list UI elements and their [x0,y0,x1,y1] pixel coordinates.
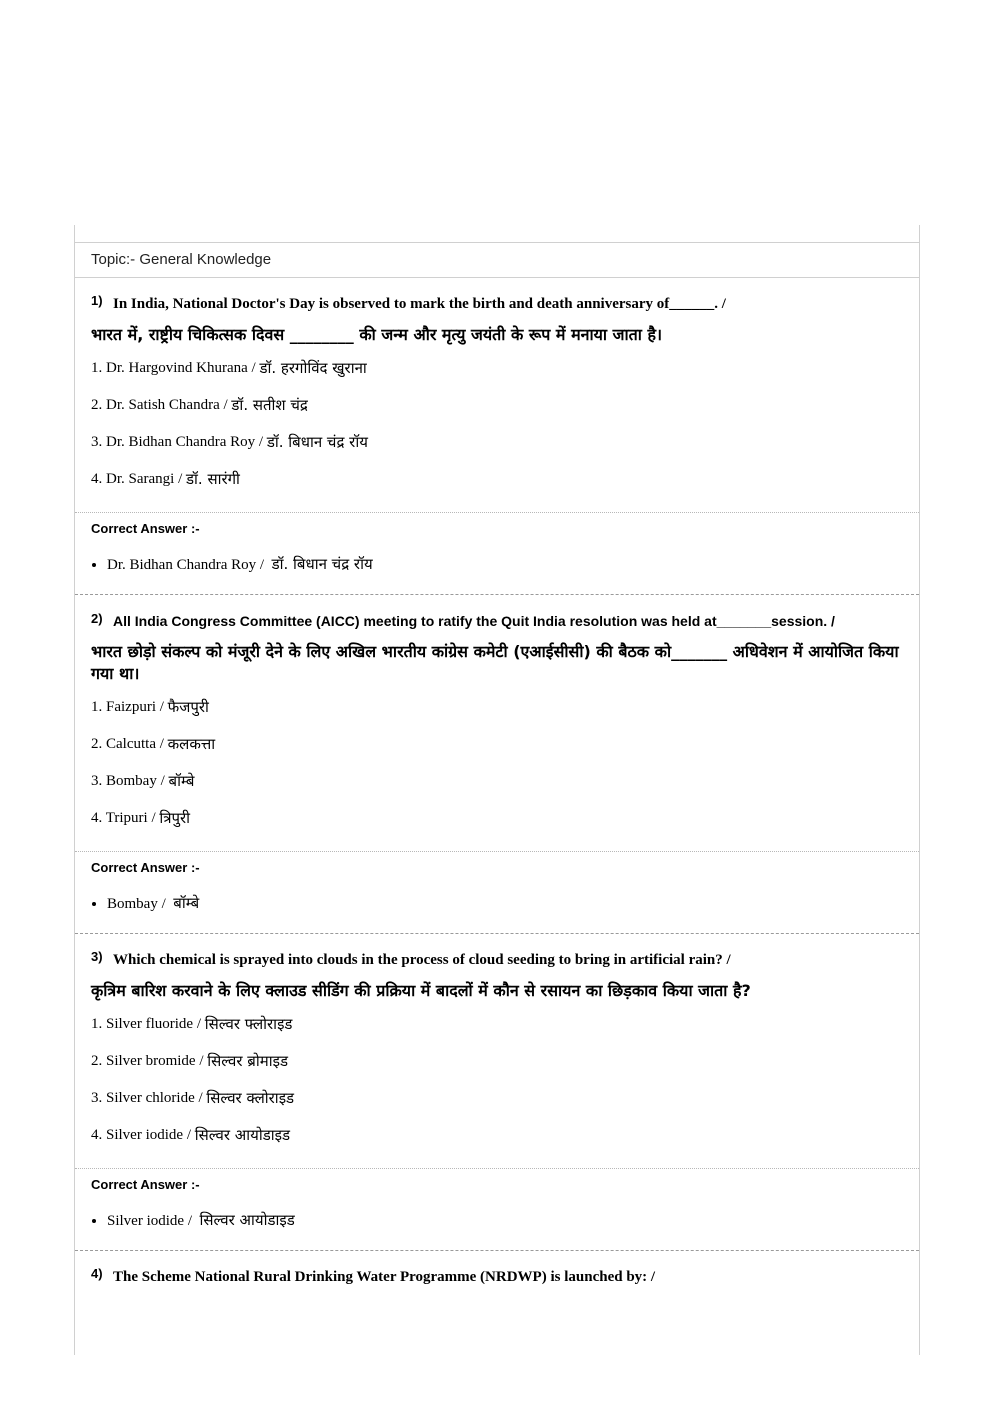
option-en: 2. Dr. Satish Chandra / [91,397,228,413]
option-en: 4. Tripuri / [91,810,156,826]
option-1 [91,697,903,734]
option-en: 3. Bombay / [91,773,165,789]
option-en: 2. Calcutta / [91,736,164,752]
question-4 [75,1251,919,1287]
option-hi: कलकत्ता [167,735,216,753]
option-en: 2. Silver bromide / [91,1053,204,1069]
option-4 [91,469,903,506]
option-hi: डॉ. सारंगी [186,470,240,488]
question-3 [75,934,919,1251]
question-text-en: All India Congress Committee (AICC) meeting to ratify the Quit India resolution was held at_______session. / [113,613,835,629]
question-text-hi: भारत छोड़ो संकल्प को मंजूरी देने के लिए अखिल भारतीय कांग्रेस कमेटी (एआईसीसी) की बैठक को_______ अधिवेशन में आयोजित किया गया था। [91,642,899,683]
correct-answer-label: Correct Answer :- [75,1168,919,1203]
option-en: 1. Dr. Hargovind Khurana / [91,360,256,376]
option-list [91,697,903,851]
correct-answer-list [75,1203,919,1250]
answer-en: Dr. Bidhan Chandra Roy / [107,557,268,573]
question-english [91,294,903,314]
option-en: 3. Dr. Bidhan Chandra Roy / [91,434,264,450]
question-1 [75,278,919,595]
option-hi: फैजपुरी [167,698,209,716]
option-1 [91,1014,903,1051]
answer-hi: बॉम्बे [173,894,200,912]
question-text-hi: भारत में, राष्ट्रीय चिकित्सक दिवस ________ की जन्म और मृत्यु जयंती के रूप में मनाया जाता है। [91,325,663,344]
question-english [91,611,903,631]
option-hi: सिल्वर क्लोराइड [206,1089,295,1107]
option-3 [91,1088,903,1125]
correct-answer-label: Correct Answer :- [75,512,919,547]
option-2 [91,395,903,432]
question-text-en: In India, National Doctor's Day is observed to mark the birth and death anniversary of______. / [113,296,726,312]
option-hi: बॉम्बे [168,772,195,790]
option-hi: सिल्वर आयोडाइड [194,1126,290,1144]
option-hi: डॉ. हरगोविंद खुराना [259,359,367,377]
option-2 [91,734,903,771]
correct-answer-label: Correct Answer :- [75,851,919,886]
option-3 [91,432,903,469]
answer-en: Silver iodide / [107,1213,196,1229]
option-en: 1. Faizpuri / [91,699,164,715]
question-paper [74,225,920,1355]
question-text-en: The Scheme National Rural Drinking Water Programme (NRDWP) is launched by: / [113,1269,656,1285]
correct-answer-list [75,547,919,594]
correct-answer [107,553,903,576]
option-en: 1. Silver fluoride / [91,1016,201,1032]
option-4 [91,808,903,845]
option-hi: डॉ. बिधान चंद्र रॉय [266,433,368,451]
option-4 [91,1125,903,1162]
answer-hi: सिल्वर आयोडाइड [199,1211,295,1229]
correct-answer-list [75,886,919,933]
question-number: 2) [91,611,103,626]
answer-en: Bombay / [107,896,170,912]
option-en: 3. Silver chloride / [91,1090,203,1106]
question-number: 1) [91,293,103,308]
question-2 [75,595,919,934]
option-en: 4. Dr. Sarangi / [91,471,183,487]
option-1 [91,358,903,395]
option-2 [91,1051,903,1088]
sheet-header-band [75,225,919,243]
option-hi: त्रिपुरी [159,809,191,827]
option-list [91,1014,903,1168]
correct-answer [107,1209,903,1232]
topic-heading: Topic:- General Knowledge [75,243,919,278]
question-english [91,950,903,970]
question-text-hi: कृत्रिम बारिश करवाने के लिए क्लाउड सीडिंग की प्रक्रिया में बादलों में कौन से रसायन का छिड़काव किया जाता है? [91,981,751,1000]
option-hi: सिल्वर फ्लोराइड [204,1015,293,1033]
question-number: 3) [91,949,103,964]
option-hi: डॉ. सतीश चंद्र [231,396,308,414]
correct-answer [107,892,903,915]
question-english [91,1267,903,1287]
option-hi: सिल्वर ब्रोमाइड [207,1052,288,1070]
option-en: 4. Silver iodide / [91,1127,191,1143]
question-number: 4) [91,1266,103,1281]
option-3 [91,771,903,808]
option-list [91,358,903,512]
question-text-en: Which chemical is sprayed into clouds in the process of cloud seeding to bring in artificial rain? / [113,952,731,968]
answer-hi: डॉ. बिधान चंद्र रॉय [271,555,373,573]
